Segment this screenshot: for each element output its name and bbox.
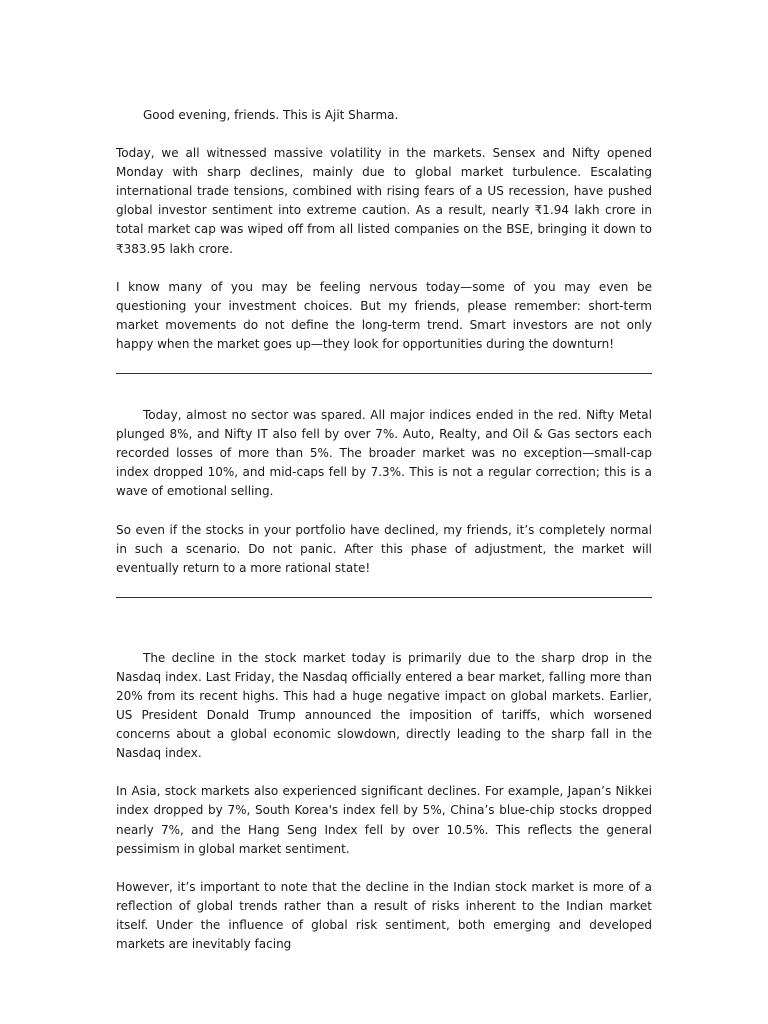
asia-markets-paragraph: In Asia, stock markets also experienced significant declines. For example, Japan’s Nikkei index dropped by 7%, South Korea's index fell by 5%, China’s blue-chip stocks dropped nearly 7%, and the Hang Seng Index fell by over 10.5%. This reflects the general pessimism in global market sentiment. xyxy=(116,784,652,856)
indian-market-reflection-paragraph: However, it’s important to note that the decline in the Indian stock market is more of a reflection of global trends rather than a result of risks inherent to the Indian market itself. Under the influence of global risk sentiment, both emerging and developed markets are inevitably facing xyxy=(116,879,652,951)
investor-advice-paragraph: I know many of you may be feeling nervous today—some of you may even be questioning your investment choices. But my friends, please remember: short-term market movements do not define the long-term trend. Smart investors are not only happy when the market goes up—they look for opportunities during the downturn! xyxy=(116,279,652,351)
market-volatility-paragraph: Today, we all witnessed massive volatility in the markets. Sensex and Nifty opened Monday with sharp declines, mainly due to global market turbulence. Escalating international trade tensions, combined with rising fears of a US recession, have pushed global investor sentiment into extreme caution. As a result, nearly ₹1.94 lakh crore in total market cap was wiped off from all listed companies on the BSE, bringing it down to ₹383.95 lakh crore. xyxy=(116,146,652,256)
greeting-paragraph: Good evening, friends. This is Ajit Sharma. xyxy=(143,108,399,122)
nasdaq-decline-paragraph: The decline in the stock market today is primarily due to the sharp drop in the Nasdaq index. Last Friday, the Nasdaq officially entered a bear market, falling more than 20% from its recent highs. This had a huge negative impact on global markets. Earlier, US President Donald Trump announced the imposition of tariffs, which worsened concerns about a global economic slowdown, directly leading to the sharp fall in the Nasdaq index. xyxy=(116,650,652,761)
section-opening xyxy=(116,106,652,354)
document-page xyxy=(116,106,652,973)
section-divider xyxy=(116,597,652,598)
section-divider xyxy=(116,373,652,374)
section-sectors xyxy=(116,406,652,578)
sector-losses-paragraph: Today, almost no sector was spared. All major indices ended in the red. Nifty Metal plunged 8%, and Nifty IT also fell by over 7%. Auto, Realty, and Oil & Gas sectors each recorded losses of more than 5%. The broader market was no exception—small-cap index dropped 10%, and mid-caps fell by 7.3%. This is not a regular correction; this is a wave of emotional selling. xyxy=(116,408,652,499)
portfolio-reassurance-paragraph: So even if the stocks in your portfolio have declined, my friends, it’s completely normal in such a scenario. Do not panic. After this phase of adjustment, the market will eventually return to a more rational state! xyxy=(116,522,652,575)
section-global-causes xyxy=(116,649,652,954)
